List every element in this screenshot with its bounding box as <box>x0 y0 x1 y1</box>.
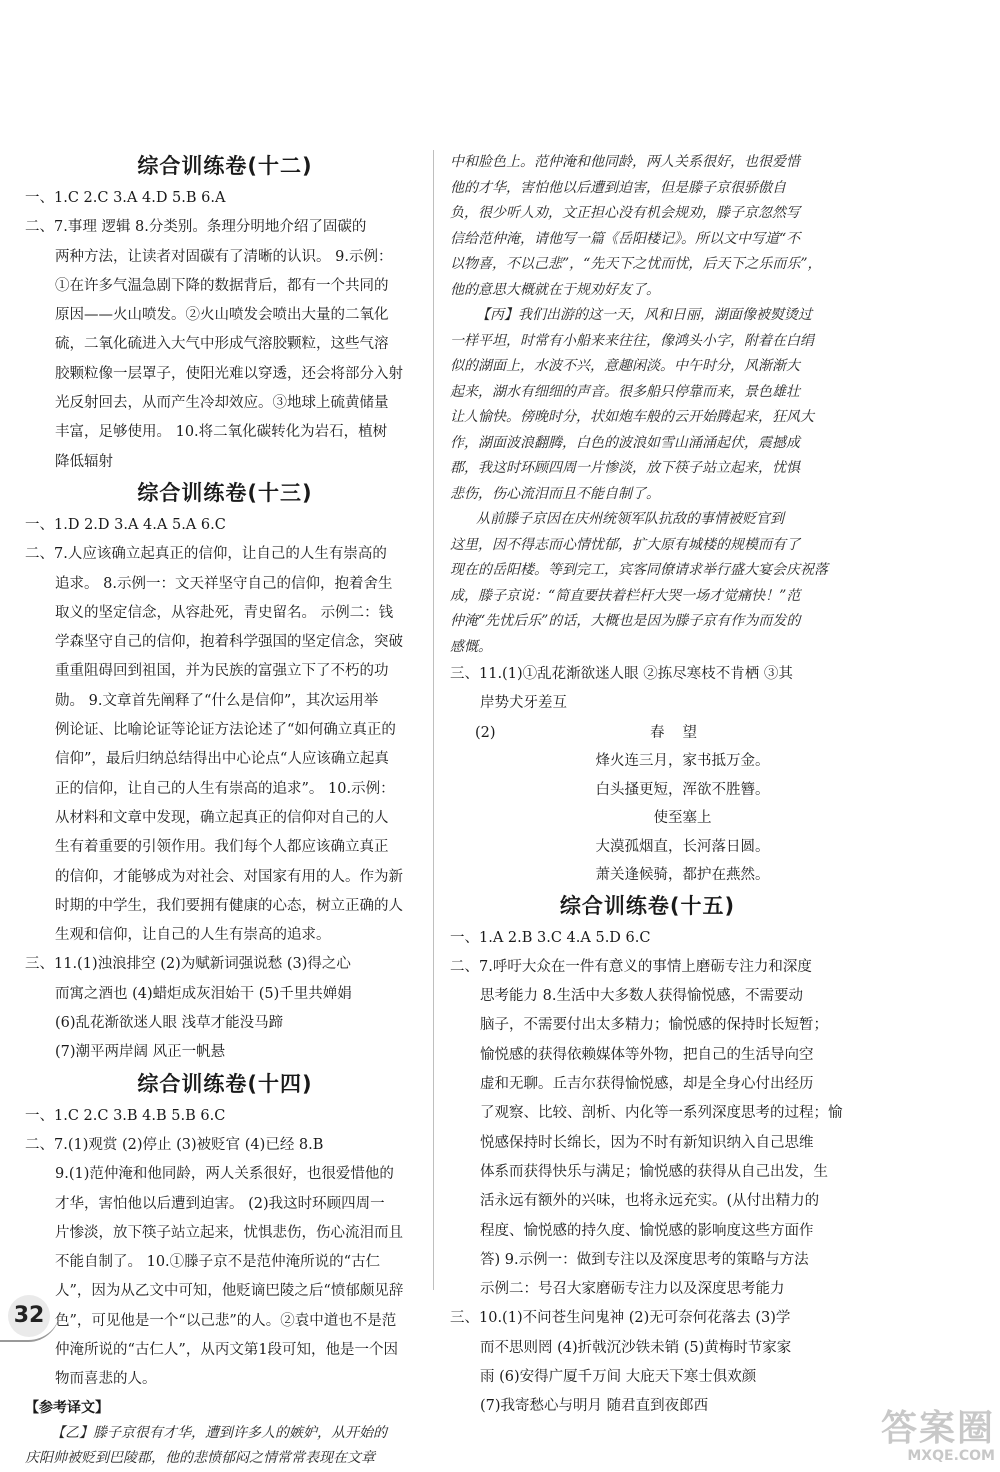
answer-line: 而不思则罔 (4)折戟沉沙铁未销 (5)黄梅时节家家 <box>480 1339 792 1356</box>
translation-line: 悲伤，伤心流泪而且不能自制了。 <box>450 485 660 502</box>
page-number: 32 <box>8 1295 50 1337</box>
answer-line: 硫，二氧化硫进入大气中形成气溶胶颗粒，这些气溶 <box>55 336 389 353</box>
reference-translation-label: 【参考译文】 <box>25 1399 109 1416</box>
answer-line: 学森坚守自己的信仰，抱着科学强国的坚定信念，突破 <box>55 634 403 651</box>
answer-line: 生观和信仰，让自己的人生有崇高的追求。 <box>55 927 331 944</box>
section-title-12: 综合训练卷(十二) <box>137 154 313 178</box>
answer-line: 的信仰，才能够成为对社会、对国家有用的人。作为新 <box>55 868 403 885</box>
answer-line: 正的信仰，让自己的人生有崇高的追求”。 10.示例： <box>55 780 395 797</box>
translation-line: 他的意思大概就在于规劝好友了。 <box>450 281 660 298</box>
translation-line: 似的湖面上，水波不兴，意趣闲淡。中午时分，风渐渐大 <box>450 358 800 374</box>
answer-line: 活永远有额外的兴味，也将永远充实。(从付出精力的 <box>480 1193 820 1210</box>
answer-line: 程度、愉悦感的持久度、愉悦感的影响度这些方面作 <box>480 1222 814 1239</box>
poem-title: 使至塞上 <box>653 810 712 827</box>
answer-line: 一、1.C 2.C 3.B 4.B 5.B 6.C <box>25 1107 226 1124</box>
answer-line: 信仰”，最后归纳总结得出中心论点“人应该确立起真 <box>55 751 389 768</box>
answer-line: 两种方法，让读者对固碳有了清晰的认识。 9.示例： <box>55 248 393 265</box>
answer-line: 降低辐射 <box>55 453 113 470</box>
poem-line: 萧关逢候骑，都护在燕然。 <box>595 867 770 884</box>
answer-line: 仲淹所说的“古仁人”，从丙文第1段可知，他是一个因 <box>55 1341 399 1358</box>
poem-line: 大漠孤烟直，长河落日圆。 <box>595 838 770 855</box>
answer-line: 而寓之酒也 (4)蜡炬成灰泪始干 (5)千里共婵娟 <box>55 985 352 1002</box>
translation-line: 负，很少听人劝，文正担心没有机会规劝，滕子京忽然写 <box>450 205 800 221</box>
translation-line: 中和脸色上。范仲淹和他同龄，两人关系很好，也很爱惜 <box>450 154 800 170</box>
answer-line: 示例二：号召大家磨砺专注力以及深度思考能力 <box>480 1281 785 1298</box>
answer-line: 从材料和文章中发现，确立起真正的信仰对自己的人 <box>55 809 389 826</box>
answer-line: 丰富，足够使用。 10.将二氧化碳转化为岩石，植树 <box>55 424 388 441</box>
answer-line: 9.(1)范仲淹和他同龄，两人关系很好，也很爱惜他的 <box>55 1166 394 1183</box>
answer-line: 重重阻碍回到祖国，并为民族的富强立下了不朽的功 <box>55 663 389 680</box>
answer-line: 色”，可见他是一个“以己悲”的人。②袁中道也不是范 <box>55 1312 397 1329</box>
answer-line: 例论证、比喻论证等论证方法论述了“如何确立真正的 <box>55 722 396 739</box>
poem-block <box>450 719 845 890</box>
answer-line: 三、11.(1)①乱花渐欲迷人眼 ②拣尽寒枝不肯栖 ③其 <box>450 666 793 682</box>
translation-line: 庆阳帅被贬到巴陵郡，他的悲愤郁闷之情常常表现在文章 <box>25 1450 375 1467</box>
translation-line: 感慨。 <box>450 638 492 655</box>
translation-line: 现在的岳阳楼。等到完工，宾客同僚请求举行盛大宴会庆祝落 <box>450 562 828 578</box>
answer-line: 二、7.呼吁大众在一件有意义的事情上磨砺专注力和深度 <box>450 958 812 975</box>
translation-bing <box>450 303 845 507</box>
answer-line: 思考能力 8.生活中大多数人获得愉悦感，不需要动 <box>480 988 803 1005</box>
translation-line: 信给范仲淹，请他写一篇《岳阳楼记》。所以文中写道“不 <box>450 230 801 247</box>
section-13-body <box>25 511 425 1068</box>
poem-title: 春望 <box>650 724 715 741</box>
answer-line: 脑子，不需要付出太多精力；愉悦感的保持时长短暂； <box>480 1017 828 1034</box>
section-12-body <box>25 184 425 477</box>
translation-line: 【丙】我们出游的这一天，风和日丽，湖面像被熨烫过 <box>476 307 812 323</box>
answer-line: 一、1.C 2.C 3.A 4.D 5.B 6.A <box>25 190 226 206</box>
answer-line: ①在许多气温急剧下降的数据背后，都有一个共同的 <box>55 277 389 294</box>
translation-line: 仲淹“先忧后乐”的话，大概也是因为滕子京有作为而发的 <box>450 613 801 629</box>
answer-line: 才华，害怕他以后遭到迫害。 (2)我这时环顾四周一 <box>55 1195 385 1212</box>
left-column <box>25 150 425 1472</box>
translation-line: 一样平坦，时常有小船来来往往，像鸿头小字，附着在白绢 <box>450 332 814 349</box>
answer-line: 愉悦感的获得依赖媒体等外物，把自己的生活导向空 <box>480 1046 814 1063</box>
column-divider <box>433 150 434 1290</box>
translation-line: 起来，湖水有细细的声音。很多船只停靠而来，景色雄壮 <box>450 383 800 400</box>
watermark-url: MXQE.COM <box>907 1448 995 1464</box>
section-15-body <box>450 924 845 1422</box>
answer-line: 三、11.(1)浊浪排空 (2)为赋新词强说愁 (3)得之心 <box>25 956 351 973</box>
answer-line: 二、7.事理 逻辑 8.分类别。条理分明地介绍了固碳的 <box>25 219 367 236</box>
translation-yi-continued <box>450 150 845 303</box>
answer-line: 体系而获得快乐与满足；愉悦感的获得从自己出发，生 <box>480 1163 828 1180</box>
section-title-14: 综合训练卷(十四) <box>137 1071 313 1096</box>
answer-line: 勋。 9.文章首先阐释了“什么是信仰”，其次运用举 <box>55 692 379 709</box>
answer-line: 追求。 8.示例一：文天祥坚守自己的信仰，抱着舍生 <box>55 575 393 592</box>
answer-line: 不能自制了。 10.①滕子京不是范仲淹所说的“古仁 <box>55 1254 381 1271</box>
translation-line: 以物喜，不以己悲”，“先天下之忧而忧，后天下之乐而乐”， <box>450 256 822 272</box>
translation-line: 【乙】滕子京很有才华，遭到许多人的嫉妒，从开始的 <box>51 1424 387 1441</box>
answer-line: (6)乱花渐欲迷人眼 浅草才能没马蹄 <box>55 1015 284 1032</box>
answer-line: 一、1.D 2.D 3.A 4.A 5.A 6.C <box>25 516 226 533</box>
section-title-13: 综合训练卷(十三) <box>137 480 313 505</box>
translation-line: 成，滕子京说：“简直要扶着栏杆大哭一场才觉痛快！”范 <box>450 587 801 604</box>
answer-line: 一、1.A 2.B 3.C 4.A 5.D 6.C <box>450 929 651 946</box>
answer-line: 生有着重要的引领作用。我们每个人都应该确立真正 <box>55 839 389 856</box>
translation-line: 这里，因不得志而心情忧郁，扩大原有城楼的规模而有了 <box>450 536 800 553</box>
answer-line: 时期的中学生，我们要拥有健康的心态，树立正确的人 <box>55 897 403 914</box>
answer-line: 岸势犬牙差互 <box>480 695 567 712</box>
translation-line: 他的才华，害怕他以后遭到迫害，但是滕子京很骄傲自 <box>450 179 786 196</box>
answer-line: 人”，因为从乙文中可知，他贬谪巴陵之后“愤郁颇见辞 <box>55 1283 404 1300</box>
answer-line: (7)我寄愁心与明月 随君直到夜郎西 <box>480 1398 709 1415</box>
answer-line: 胶颗粒像一层罩子，使阳光难以穿透，还会将部分入射 <box>55 365 403 382</box>
answer-line: 悦感保持时长绵长，因为不时有新知识纳入自己思维 <box>480 1134 814 1151</box>
answer-line: 取义的坚定信念，从容赴死，青史留名。 示例二：钱 <box>55 604 394 621</box>
answer-line: 光反射回去，从而产生冷却效应。③地球上硫黄储量 <box>55 395 389 412</box>
right-column <box>450 150 845 1422</box>
translation-line: 让人愉快。傍晚时分，状如炮车般的云开始腾起来，狂风大 <box>450 409 814 425</box>
answer-line: 了观察、比较、剖析、内化等一系列深度思考的过程；愉 <box>480 1105 843 1122</box>
translation-line: 郡，我这时环顾四周一片惨淡，放下筷子站立起来，忧惧 <box>450 460 800 476</box>
watermark-logo <box>805 1410 995 1470</box>
section-title-15: 综合训练卷(十五) <box>559 893 736 918</box>
answer-line: 二、7.(1)观赏 (2)停止 (3)被贬官 (4)已经 8.B <box>25 1136 324 1153</box>
poem-number: (2) <box>475 724 496 741</box>
answer-line: 原因——火山喷发。②火山喷发会喷出大量的二氧化 <box>55 307 389 324</box>
answer-line: 三、10.(1)不问苍生问鬼神 (2)无可奈何花落去 (3)学 <box>450 1310 791 1327</box>
poem-line: 烽火连三月，家书抵万金。 <box>595 753 770 770</box>
section-14-body <box>25 1102 425 1395</box>
translation-line: 作，湖面波浪翻腾，白色的波浪如雪山涌涌起伏，震撼成 <box>450 434 800 451</box>
poem-line: 白头搔更短，浑欲不胜簪。 <box>595 781 770 798</box>
answer-line: 二、7.人应该确立起真正的信仰，让自己的人生有崇高的 <box>25 546 387 563</box>
translation-line: 从前滕子京因在庆州统领军队抗敌的事情被贬官到 <box>476 511 784 527</box>
answer-line: 物而喜悲的人。 <box>55 1371 157 1388</box>
translation-bing-2 <box>450 507 845 660</box>
answer-line: 片惨淡，放下筷子站立起来，忧惧悲伤，伤心流泪而且 <box>55 1224 403 1241</box>
answer-line: 虚和无聊。丘吉尔获得愉悦感，却是全身心付出经历 <box>480 1076 814 1093</box>
answer-line: (7)潮平两岸阔 风正一帆悬 <box>55 1044 226 1061</box>
watermark-text: 答案圈 <box>880 1408 995 1449</box>
answer-line: 答) 9.示例一：做到专注以及深度思考的策略与方法 <box>480 1251 809 1268</box>
answer-line: 雨 (6)安得广厦千万间 大庇天下寒士俱欢颜 <box>480 1369 757 1386</box>
